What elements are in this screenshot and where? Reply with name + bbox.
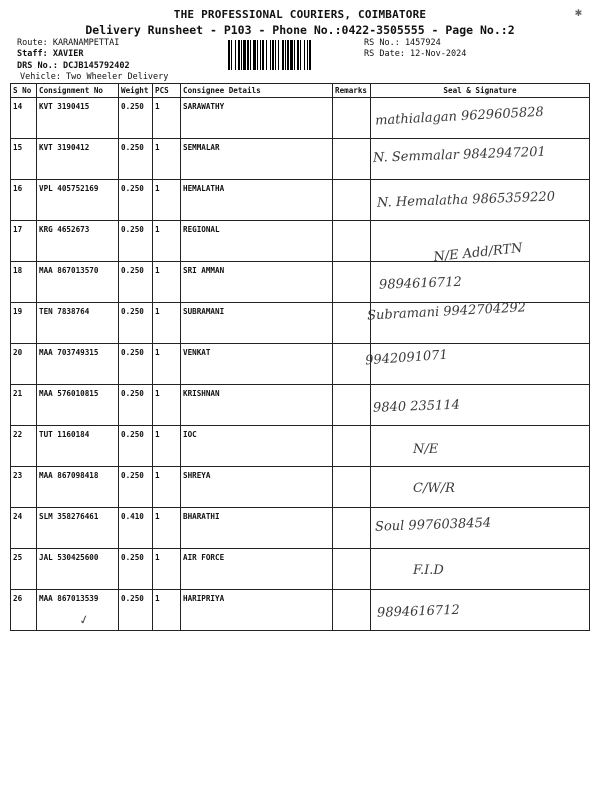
row-pcs: 1 — [153, 344, 181, 385]
row-consignee: KRISHNAN — [181, 385, 333, 426]
row-weight: 0.250 — [119, 139, 153, 180]
col-signature: Seal & Signature — [371, 84, 590, 98]
row-signature-cell — [371, 262, 590, 303]
row-sno: 16 — [11, 180, 37, 221]
row-signature-cell — [371, 385, 590, 426]
row-weight: 0.250 — [119, 262, 153, 303]
row-weight: 0.250 — [119, 549, 153, 590]
row-consignee: IOC — [181, 426, 333, 467]
col-pcs: PCS — [153, 84, 181, 98]
handwritten-signature: F.I.D — [413, 563, 444, 578]
row-consignment: JAL 530425600 — [37, 549, 119, 590]
row-remarks — [333, 180, 371, 221]
handwritten-signature: 9894616712 — [378, 274, 462, 293]
row-weight: 0.250 — [119, 426, 153, 467]
table-row — [11, 180, 590, 221]
row-consignee: HARIPRIYA — [181, 590, 333, 631]
handwritten-signature: 9894616712 — [376, 602, 460, 621]
handwritten-signature: N/E — [413, 442, 439, 457]
row-consignment: TEN 7838764 — [37, 303, 119, 344]
table-row — [11, 549, 590, 590]
row-pcs: 1 — [153, 98, 181, 139]
row-consignment: KRG 4652673 — [37, 221, 119, 262]
row-sno: 15 — [11, 139, 37, 180]
row-signature-cell — [371, 221, 590, 266]
barcode-bar — [311, 40, 312, 70]
handwritten-signature: N/E Add/RTN — [432, 240, 524, 266]
table-row — [11, 221, 590, 262]
row-consignment: MAA 867013539 — [37, 590, 119, 631]
row-signature-cell — [371, 590, 590, 631]
row-sno: 23 — [11, 467, 37, 508]
row-remarks — [333, 590, 371, 631]
runsheet-title: Delivery Runsheet - P103 - Phone No.:0422-3505555 - Page No.:2 — [85, 23, 515, 37]
row-sno: 14 — [11, 98, 37, 139]
table-row — [11, 139, 590, 180]
row-remarks — [333, 549, 371, 590]
row-consignment: KVT 3190412 — [37, 139, 119, 180]
row-weight: 0.250 — [119, 385, 153, 426]
table-row — [11, 303, 590, 344]
vehicle-label: Vehicle: Two Wheeler Delivery — [20, 72, 169, 82]
row-consignment: MAA 867098418 — [37, 467, 119, 508]
col-consignee: Consignee Details — [181, 84, 333, 98]
row-sno: 20 — [11, 344, 37, 385]
star-icon: ✱ — [574, 5, 582, 19]
table-row — [11, 344, 590, 385]
rs-date: RS Date: 12-Nov-2024 — [364, 49, 467, 59]
row-consignment: KVT 3190415 — [37, 98, 119, 139]
row-signature-cell — [371, 549, 590, 590]
row-remarks — [333, 139, 371, 180]
col-sno: S No — [11, 84, 37, 98]
table-row — [11, 467, 590, 508]
row-consignee: SHREYA — [181, 467, 333, 508]
row-sno: 17 — [11, 221, 37, 262]
row-signature-cell — [371, 467, 590, 508]
row-weight: 0.250 — [119, 344, 153, 385]
route-label: Route: KARANAMPETTAI — [17, 38, 120, 48]
row-sno: 18 — [11, 262, 37, 303]
row-remarks — [333, 303, 371, 344]
drs-label: DRS No.: DCJB145792402 — [17, 61, 130, 71]
row-signature-cell — [371, 508, 590, 549]
row-consignee: SARAWATHY — [181, 98, 333, 139]
row-remarks — [333, 98, 371, 139]
handwritten-signature: 9942091071 — [364, 347, 449, 369]
table-row — [11, 508, 590, 549]
col-weight: Weight — [119, 84, 153, 98]
row-pcs: 1 — [153, 467, 181, 508]
row-signature-cell — [366, 300, 590, 344]
runsheet-table — [10, 83, 590, 631]
row-consignee: SEMMALAR — [181, 139, 333, 180]
table-row — [11, 590, 590, 631]
row-consignee: SRI AMMAN — [181, 262, 333, 303]
row-pcs: 1 — [153, 508, 181, 549]
row-sno: 26 — [11, 590, 37, 631]
row-consignment: MAA 703749315 — [37, 344, 119, 385]
row-consignee: BHARATHI — [181, 508, 333, 549]
row-weight: 0.250 — [119, 221, 153, 262]
handwritten-signature: C/W/R — [413, 481, 455, 496]
row-remarks — [333, 385, 371, 426]
handwritten-signature: 9840 235114 — [372, 397, 461, 416]
handwritten-signature: Subramani 9942704292 — [366, 300, 527, 324]
row-remarks — [333, 262, 371, 303]
row-signature-cell — [371, 426, 590, 467]
row-consignee: HEMALATHA — [181, 180, 333, 221]
row-sno: 19 — [11, 303, 37, 344]
table-row — [11, 385, 590, 426]
tick-mark: ✓ — [78, 611, 91, 629]
row-sno: 21 — [11, 385, 37, 426]
row-signature-cell — [371, 139, 590, 180]
row-signature-cell — [371, 180, 590, 221]
table-row — [11, 262, 590, 303]
row-signature-cell — [364, 344, 590, 385]
row-consignee: REGIONAL — [181, 221, 333, 262]
row-sno: 24 — [11, 508, 37, 549]
row-consignment: TUT 1160184 — [37, 426, 119, 467]
row-remarks — [333, 221, 371, 262]
row-pcs: 1 — [153, 262, 181, 303]
row-sno: 22 — [11, 426, 37, 467]
row-pcs: 1 — [153, 139, 181, 180]
handwritten-signature: N. Hemalatha 9865359220 — [376, 189, 556, 211]
row-pcs: 1 — [153, 549, 181, 590]
handwritten-signature: Soul 9976038454 — [374, 515, 492, 535]
table-row — [11, 426, 590, 467]
row-weight: 0.250 — [119, 180, 153, 221]
row-consignee: AIR FORCE — [181, 549, 333, 590]
row-weight: 0.250 — [119, 98, 153, 139]
row-consignee: SUBRAMANI — [181, 303, 333, 344]
row-pcs: 1 — [153, 221, 181, 262]
row-pcs: 1 — [153, 303, 181, 344]
table-header-row — [11, 84, 590, 98]
row-remarks — [333, 426, 371, 467]
row-consignment: VPL 405752169 — [37, 180, 119, 221]
row-weight: 0.250 — [119, 467, 153, 508]
row-pcs: 1 — [153, 590, 181, 631]
row-consignee: VENKAT — [181, 344, 333, 385]
row-pcs: 1 — [153, 180, 181, 221]
col-remarks: Remarks — [333, 84, 371, 98]
row-weight: 0.250 — [119, 590, 153, 631]
col-consignment: Consignment No — [37, 84, 119, 98]
handwritten-signature: mathialagan 9629605828 — [374, 104, 545, 129]
row-consignment: SLM 358276461 — [37, 508, 119, 549]
row-sno: 25 — [11, 549, 37, 590]
row-weight: 0.250 — [119, 303, 153, 344]
company-title: THE PROFESSIONAL COURIERS, COIMBATORE — [173, 8, 427, 21]
row-remarks — [333, 508, 371, 549]
rs-number: RS No.: 1457924 — [364, 38, 441, 48]
row-pcs: 1 — [153, 385, 181, 426]
table-row — [11, 98, 590, 139]
row-consignment: MAA 867013570 — [37, 262, 119, 303]
staff-label: Staff: XAVIER — [17, 49, 84, 59]
row-remarks — [333, 467, 371, 508]
row-pcs: 1 — [153, 426, 181, 467]
row-signature-cell — [371, 98, 590, 139]
row-consignment: MAA 576010815 — [37, 385, 119, 426]
row-weight: 0.410 — [119, 508, 153, 549]
barcode — [228, 40, 358, 70]
handwritten-signature: N. Semmalar 9842947201 — [372, 144, 547, 166]
